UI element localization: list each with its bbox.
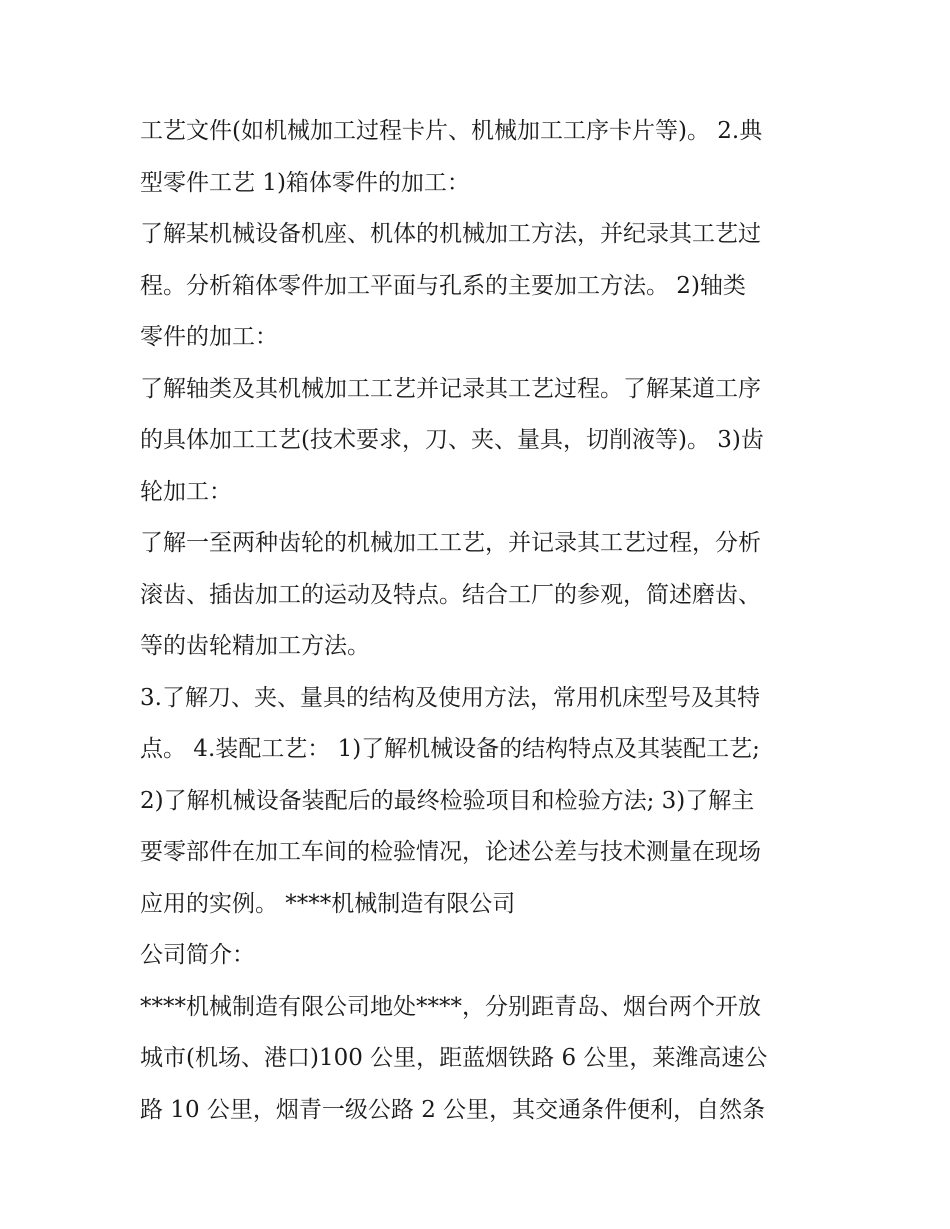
text-line: 公司简介： (140, 942, 255, 968)
text-line: 的具体加工工艺(技术要求，刀、夹、量具，切削液等)。 3)齿 (140, 427, 764, 453)
document-body (140, 106, 820, 1136)
text-line: 工艺文件(如机械加工过程卡片、机械加工工序卡片等)。 2.典 (140, 118, 763, 144)
text-line: 滚齿、插齿加工的运动及特点。结合工厂的参观，简述磨齿、 (140, 581, 761, 608)
text-line: 轮加工： (140, 478, 232, 505)
text-line: 要零部件在加工车间的检验情况，论述公差与技术测量在现场 (140, 839, 761, 865)
text-line: 零件的加工： (140, 324, 278, 350)
text-line: 了解一至两种齿轮的机械加工工艺，并记录其工艺过程，分析 (140, 530, 761, 556)
text-line: 程。分析箱体零件加工平面与孔系的主要加工方法。 2)轴类 (140, 272, 746, 299)
text-line: 城市(机场、港口)100 公里，距蓝烟铁路 6 公里，莱潍高速公 (140, 1045, 768, 1071)
text-line: 点。 4.装配工艺： 1)了解机械设备的结构特点及其装配工艺; (140, 736, 760, 762)
text-line: 应用的实例。 ****机械制造有限公司 (140, 890, 516, 917)
text-line: 了解某机械设备机座、机体的机械加工方法，并纪录其工艺过 (140, 221, 761, 247)
text-line: 型零件工艺 1)箱体零件的加工： (140, 169, 470, 196)
text-line: ****机械制造有限公司地处****，分别距青岛、烟台两个开放 (140, 993, 761, 1020)
text-line: 3.了解刀、夹、量具的结构及使用方法，常用机床型号及其特 (140, 684, 760, 711)
text-line: 了解轴类及其机械加工工艺并记录其工艺过程。了解某道工序 (140, 375, 761, 402)
text-line: 路 10 公里，烟青一级公路 2 公里，其交通条件便利，自然条 (140, 1096, 766, 1123)
text-line: 2)了解机械设备装配后的最终检验项目和检验方法; 3)了解主 (140, 787, 755, 814)
text-line: 等的齿轮精加工方法。 (140, 633, 370, 659)
